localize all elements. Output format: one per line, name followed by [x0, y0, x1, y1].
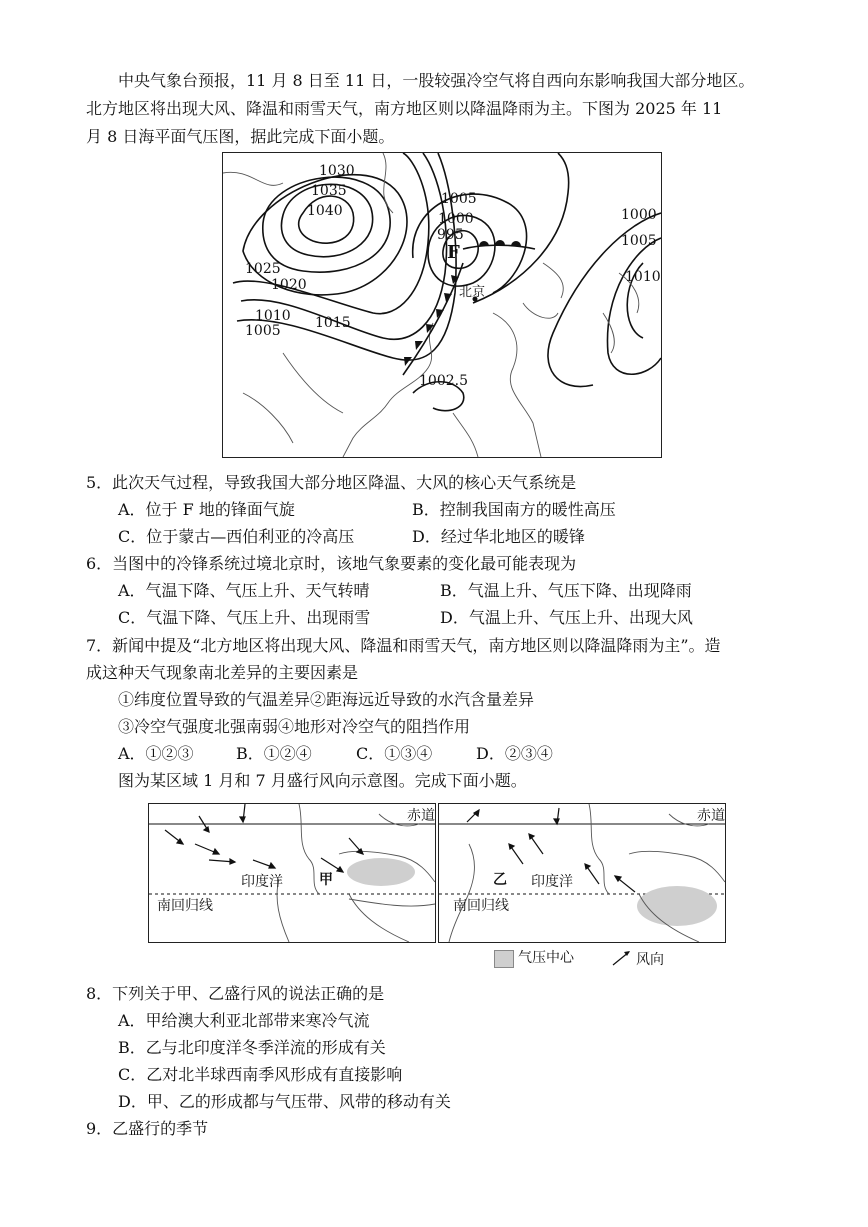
isobar-label: 995	[437, 227, 464, 243]
tropic-label: 南回归线	[453, 898, 509, 914]
legend-pressure-swatch	[494, 950, 514, 968]
question-7-option-d: D．②③④	[476, 744, 553, 763]
question-8-option-d: D．甲、乙的形成都与气压带、风带的移动有关	[118, 1092, 451, 1111]
isobar-label: 1000	[621, 207, 657, 223]
isobar-label: 1030	[319, 163, 355, 179]
city-label-beijing: 北京	[459, 285, 486, 300]
wind-map-right	[438, 803, 726, 943]
legend-wind-direction: 风向	[636, 952, 664, 968]
tropic-label: 南回归线	[157, 898, 213, 914]
low-center-label: F	[447, 242, 460, 263]
question-6-option-a: A．气温下降、气压上升、天气转晴	[118, 581, 370, 600]
wind-mark-yi: 乙	[493, 872, 507, 888]
wind-intro: 图为某区域 1 月和 7 月盛行风向示意图。完成下面小题。	[118, 771, 527, 790]
isobar-label: 1002.5	[419, 373, 468, 389]
pressure-center	[347, 858, 415, 886]
intro-line-1: 中央气象台预报，11 月 8 日至 11 日，一股较强冷空气将自西向东影响我国大部分地区。	[118, 71, 755, 90]
question-5-option-a: A．位于 F 地的锋面气旋	[118, 500, 295, 519]
isobar-label: 1005	[441, 191, 477, 207]
ocean-label: 印度洋	[241, 874, 283, 890]
isobar-label: 1015	[315, 315, 351, 331]
isobar-label: 1005	[621, 233, 657, 249]
isobar-label: 1000	[438, 211, 474, 227]
question-6-option-d: D．气温上升、气压上升、出现大风	[440, 608, 693, 627]
question-7-option-c: C．①③④	[356, 744, 433, 763]
isobar-label: 1020	[271, 277, 307, 293]
wind-map-left	[148, 803, 436, 943]
question-5-option-d: D．经过华北地区的暖锋	[412, 527, 585, 546]
question-6-stem: 6．当图中的冷锋系统过境北京时，该地气象要素的变化最可能表现为	[86, 554, 577, 573]
isobar-label: 1010	[255, 308, 291, 324]
ocean-label: 印度洋	[531, 874, 573, 890]
question-7-item-2: ③冷空气强度北强南弱④地形对冷空气的阻挡作用	[118, 717, 471, 736]
wind-map-right-drawing	[439, 804, 725, 942]
question-6-option-c: C．气温下降、气压上升、出现雨雪	[118, 608, 371, 627]
isobar-label: 1005	[245, 323, 281, 339]
wind-map-left-drawing	[149, 804, 435, 942]
question-5-option-c: C．位于蒙古—西伯利亚的冷高压	[118, 527, 355, 546]
question-7-option-b: B．①②④	[236, 744, 312, 763]
question-5-option-b: B．控制我国南方的暖性高压	[412, 500, 616, 519]
question-8-option-b: B．乙与北印度洋冬季洋流的形成有关	[118, 1038, 386, 1057]
wind-arrow-icon	[610, 948, 634, 968]
question-8-stem: 8．下列关于甲、乙盛行风的说法正确的是	[86, 984, 385, 1003]
question-7-stem-2: 成这种天气现象南北差异的主要因素是	[86, 663, 359, 682]
question-7-stem-1: 7．新闻中提及“北方地区将出现大风、降温和雨雪天气，南方地区则以降温降雨为主”。造	[86, 636, 721, 655]
question-6-option-b: B．气温上升、气压下降、出现降雨	[440, 581, 692, 600]
question-7-item-1: ①纬度位置导致的气温差异②距海远近导致的水汽含量差异	[118, 690, 535, 709]
isobar-label: 1035	[311, 183, 347, 199]
intro-line-3: 月 8 日海平面气压图，据此完成下面小题。	[86, 127, 395, 146]
isobar-label: 1040	[307, 203, 343, 219]
isobar-label: 1010	[625, 269, 661, 285]
question-5-stem: 5．此次天气过程，导致我国大部分地区降温、大风的核心天气系统是	[86, 473, 577, 492]
intro-line-2: 北方地区将出现大风、降温和雨雪天气，南方地区则以降温降雨为主。下图为 2025 年 11	[86, 99, 723, 118]
question-9-stem: 9．乙盛行的季节	[86, 1119, 209, 1138]
question-7-option-a: A．①②③	[118, 744, 194, 763]
equator-label: 赤道	[697, 808, 725, 824]
question-8-option-c: C．乙对北半球西南季风形成有直接影响	[118, 1065, 403, 1084]
pressure-center	[637, 886, 717, 926]
wind-mark-jia: 甲	[319, 872, 333, 888]
isobar-label: 1025	[245, 261, 281, 277]
legend-pressure-center: 气压中心	[518, 950, 574, 966]
pressure-map	[222, 152, 662, 458]
equator-label: 赤道	[407, 808, 435, 824]
question-8-option-a: A．甲给澳大利亚北部带来寒冷气流	[118, 1011, 370, 1030]
